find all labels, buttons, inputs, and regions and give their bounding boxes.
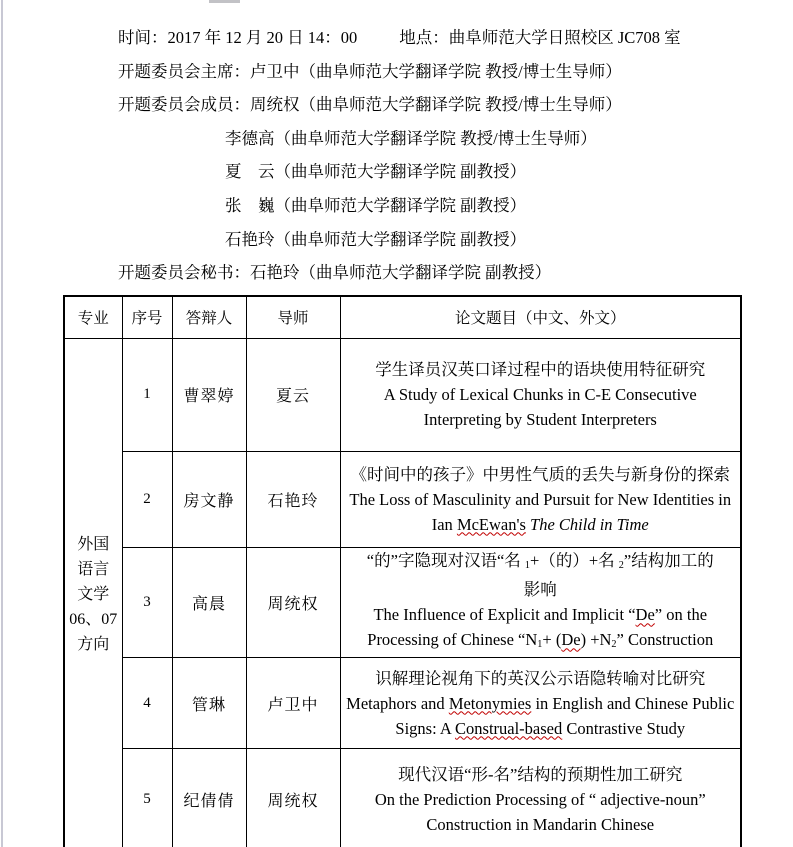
spellcheck-flagged-text: Construal-based [455, 718, 563, 738]
title-text-segment: 2 [618, 559, 624, 571]
major-line: 方向 [77, 635, 110, 653]
title-text-segment: in English and Chinese Public [531, 693, 735, 713]
title-text-segment: 学生译员汉英口译过程中的语块使用特征研究 [375, 360, 706, 379]
column-header-2: 答辩人 [172, 296, 246, 338]
column-header-1: 序号 [122, 296, 172, 338]
thesis-title-line [341, 716, 741, 741]
committee-member-line [118, 223, 681, 257]
thesis-title-line [341, 462, 741, 487]
title-text-segment: 2 [611, 639, 617, 651]
title-text-segment: A Study of Lexical Chunks in C-E Consecutive [383, 385, 697, 404]
defendant-cell: 高晨 [172, 547, 246, 658]
committee-member-line [118, 155, 681, 189]
spellcheck-flagged-text: De [561, 630, 581, 650]
secretary-value: 石艳玲（曲阜师范大学翻译学院 副教授） [250, 263, 552, 283]
row-number-cell: 3 [122, 547, 172, 658]
table-row [64, 749, 741, 847]
thesis-title-line [341, 512, 741, 537]
row-number-cell: 2 [122, 451, 172, 547]
title-text-segment: 1 [537, 639, 543, 651]
major-line: 外国 [77, 535, 110, 553]
meeting-datetime-line [118, 21, 681, 55]
title-text-segment: The Child in Time [530, 514, 649, 534]
title-text-segment: ” on the [654, 605, 708, 625]
major-line: 文学 [77, 585, 110, 603]
defendant-cell: 房文静 [172, 451, 246, 547]
title-text-segment: 识解理论视角下的英汉公示语隐转喻对比研究 [375, 668, 706, 688]
thesis-title-cell [340, 338, 741, 451]
title-text-segment: Ian [431, 514, 457, 534]
defense-schedule-table [63, 295, 742, 847]
title-text-segment: Construction in Mandarin Chinese [426, 814, 655, 834]
mentor-cell: 石艳玲 [246, 451, 340, 547]
page-edge-line [1, 0, 3, 847]
thesis-title-line [341, 407, 741, 432]
member-value: 夏 云（曲阜师范大学翻译学院 副教授） [225, 162, 527, 182]
title-text-segment: 《时间中的孩子》中男性气质的丢失与新身份的探索 [350, 464, 730, 484]
committee-secretary-line [118, 256, 681, 290]
spellcheck-flagged-text: McEwan's [456, 514, 526, 534]
table-row [64, 547, 741, 658]
defendant-cell: 纪倩倩 [172, 749, 246, 847]
thesis-title-cell [340, 749, 741, 847]
member-value: 周统权（曲阜师范大学翻译学院 教授/博士生导师） [250, 95, 622, 115]
thesis-title-line [341, 787, 741, 812]
title-text-segment: The Influence of Explicit and Implicit “ [373, 605, 636, 625]
title-text-segment: 现代汉语“形-名”结构的预期性加工研究 [398, 764, 683, 784]
title-text-segment: Interpreting by Student Interpreters [423, 410, 657, 429]
title-text-segment: Signs: A [395, 718, 456, 738]
committee-members-line [118, 88, 681, 122]
member-value: 石艳玲（曲阜师范大学翻译学院 副教授） [225, 229, 527, 249]
committee-member-line [118, 122, 681, 156]
column-header-4: 论文题目（中文、外文） [340, 296, 741, 338]
column-header-3: 导师 [246, 296, 340, 338]
table-row [64, 338, 741, 451]
thesis-title-line [341, 666, 741, 691]
table-row [64, 451, 741, 547]
title-text-segment: The Loss of Masculinity and Pursuit for New Identities in [349, 489, 732, 509]
title-text-segment: “的”字隐现对汉语“名 [366, 550, 525, 570]
thesis-title-line [341, 812, 741, 837]
thesis-title-line [341, 357, 741, 382]
spellcheck-flagged-text: De [635, 605, 655, 625]
thesis-title-line [341, 382, 741, 407]
title-text-segment: Contrastive Study [562, 718, 686, 738]
defendant-cell: 曹翠婷 [172, 338, 246, 451]
title-text-segment: Processing of Chinese “N [367, 630, 538, 650]
meeting-info-block [118, 21, 681, 290]
mentor-cell: 周统权 [246, 547, 340, 658]
thesis-title-cell [340, 451, 741, 547]
scrollbar-fragment [209, 0, 240, 3]
location-value: 曲阜师范大学日照校区 JC708 室 [448, 28, 681, 47]
thesis-title-line [341, 577, 741, 602]
mentor-cell: 卢卫中 [246, 658, 340, 749]
thesis-title-cell [340, 658, 741, 749]
thesis-title-line [341, 487, 741, 512]
spellcheck-flagged-text: Metonymies [448, 693, 532, 713]
time-label: 时间： [118, 28, 168, 47]
secretary-label: 开题委员会秘书： [118, 263, 250, 283]
title-text-segment: 影响 [523, 580, 557, 600]
title-text-segment: ”结构加工的 [623, 550, 714, 570]
table-row [64, 658, 741, 749]
title-text-segment: On the Prediction Processing of “ adjective-noun” [374, 789, 706, 809]
chair-value: 卢卫中（曲阜师范大学翻译学院 教授/博士生导师） [250, 61, 622, 81]
member-value: 张 巍（曲阜师范大学翻译学院 副教授） [225, 195, 527, 215]
thesis-title-cell [340, 547, 741, 658]
major-line: 06、07 [69, 610, 118, 628]
title-text-segment: 1 [524, 559, 531, 571]
title-text-segment: +（的）+名 [530, 550, 619, 570]
thesis-title-line [341, 691, 741, 716]
committee-chair-line [118, 55, 681, 89]
thesis-title-line [341, 762, 741, 787]
mentor-cell: 夏云 [246, 338, 340, 451]
members-label: 开题委员会成员： [118, 95, 250, 115]
row-number-cell: 5 [122, 749, 172, 847]
title-text-segment: ” Construction [616, 630, 714, 650]
location-label: 地点： [399, 28, 449, 47]
table-header-row [64, 296, 741, 338]
defendant-cell: 管琳 [172, 658, 246, 749]
mentor-cell: 周统权 [246, 749, 340, 847]
thesis-title-line [341, 548, 741, 578]
major-cell [64, 338, 122, 847]
time-value: 2017 年 12 月 20 日 14：00 [167, 28, 358, 47]
committee-member-line [118, 189, 681, 223]
title-text-segment: ) +N [580, 630, 612, 650]
thesis-title-line [341, 627, 741, 657]
row-number-cell: 1 [122, 338, 172, 451]
chair-label: 开题委员会主席： [118, 61, 250, 81]
row-number-cell: 4 [122, 658, 172, 749]
column-header-0: 专业 [64, 296, 122, 338]
major-line: 语言 [77, 560, 110, 578]
title-text-segment: Metaphors and [346, 693, 449, 713]
thesis-title-line [341, 602, 741, 627]
title-text-segment: + ( [542, 630, 562, 650]
member-value: 李德高（曲阜师范大学翻译学院 教授/博士生导师） [225, 128, 597, 148]
